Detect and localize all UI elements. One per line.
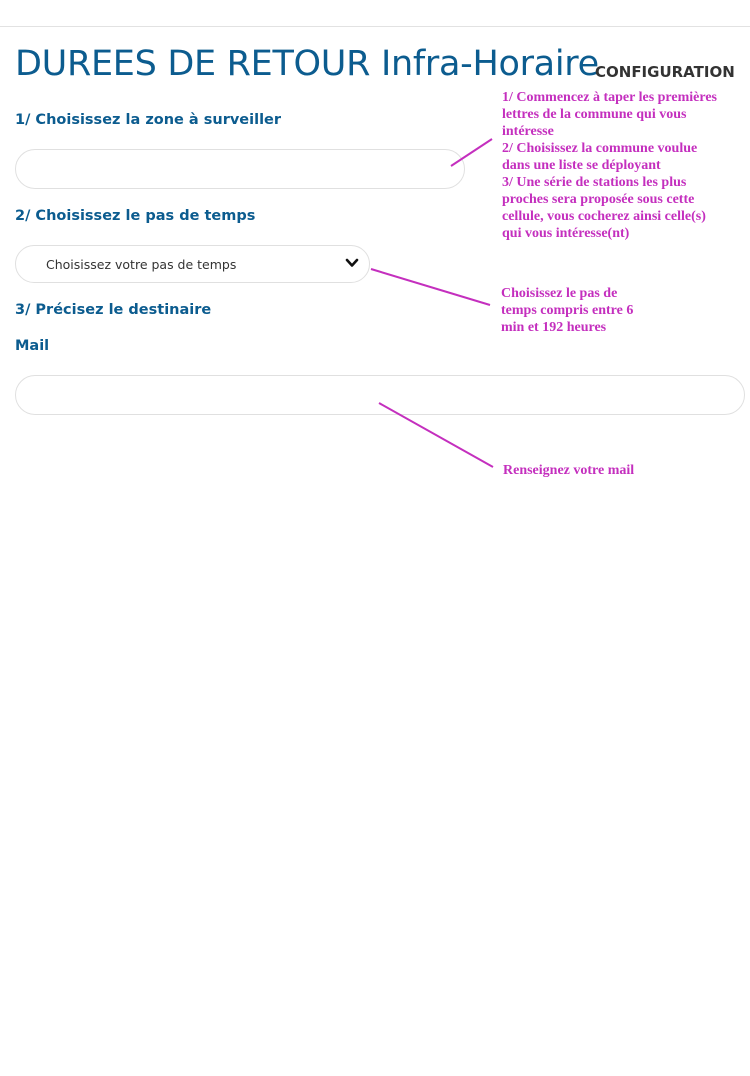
timestep-annotation (501, 285, 633, 336)
annotation-line: lettres de la commune qui vous (502, 107, 687, 122)
annotation-line: Renseignez votre mail (503, 463, 635, 478)
recipient-label: 3/ Précisez le destinaire (15, 302, 212, 318)
zone-annotation-line (451, 139, 492, 166)
page-title: DUREES DE RETOUR Infra-Horaire (15, 44, 599, 84)
annotation-line: 1/ Commencez à taper les premières (502, 90, 717, 105)
annotation-line: qui vous intéresse(nt) (502, 226, 630, 241)
zone-annotation (502, 89, 717, 242)
annotation-line: proches sera proposée sous cette (502, 192, 695, 207)
timestep-label: 2/ Choisissez le pas de temps (15, 208, 256, 224)
annotation-line: min et 192 heures (501, 320, 607, 335)
annotation-line: dans une liste se déployant (502, 158, 661, 173)
mail-annotation (503, 462, 634, 479)
mail-label: Mail (15, 338, 50, 354)
annotation-line: intéresse (502, 124, 554, 139)
zone-label: 1/ Choisissez la zone à surveiller (15, 112, 282, 128)
annotation-line: 2/ Choisissez la commune voulue (502, 141, 698, 156)
annotation-line: 3/ Une série de stations les plus (502, 175, 687, 190)
annotation-line: cellule, vous cocherez ainsi celle(s) (502, 209, 706, 224)
timestep-annotation-line (371, 269, 490, 305)
timestep-select-value: Choisissez votre pas de temps (46, 256, 237, 272)
mail-annotation-line (379, 403, 493, 467)
annotation-line: Choisissez le pas de (501, 286, 618, 301)
annotation-line: temps compris entre 6 (501, 303, 634, 318)
page-subtitle: CONFIGURATION (595, 63, 735, 81)
